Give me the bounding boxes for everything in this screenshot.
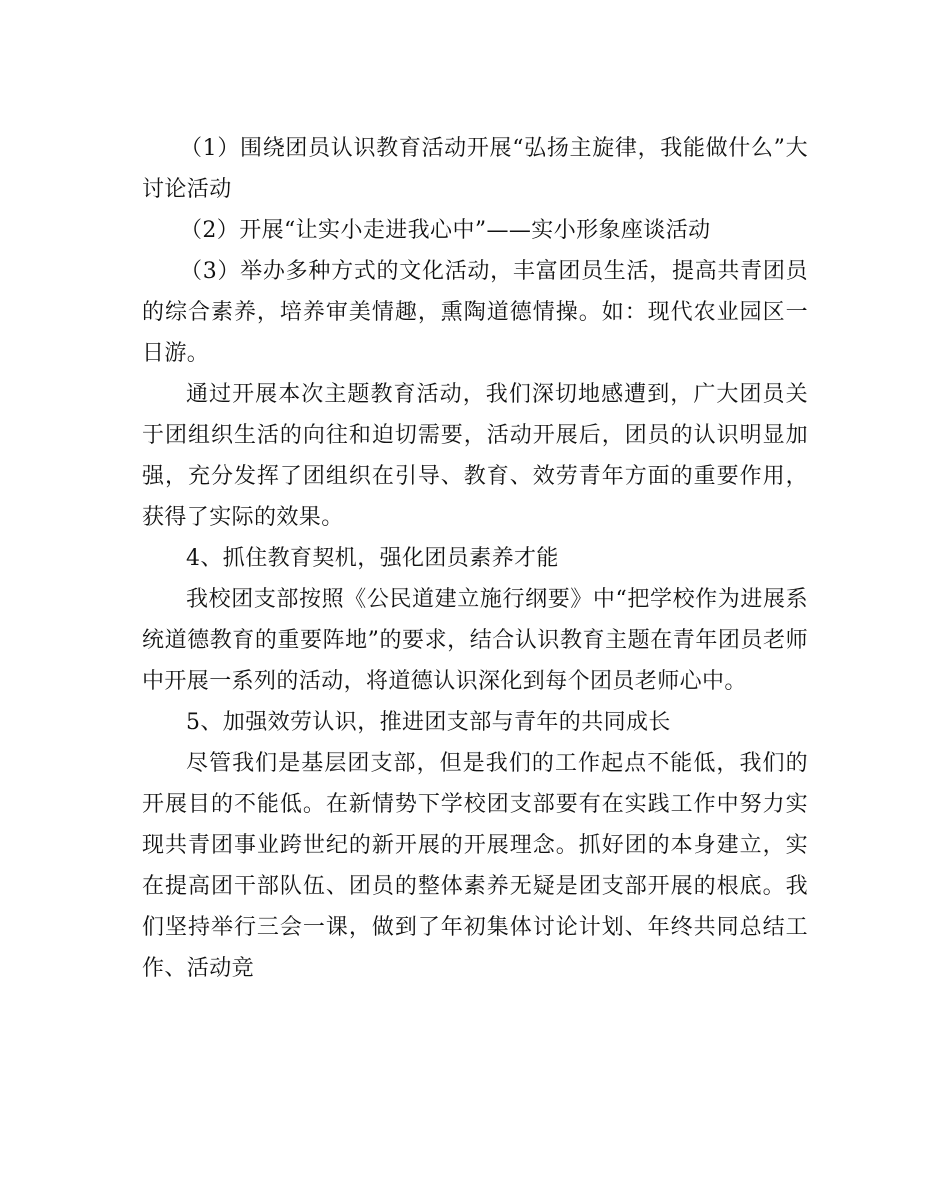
paragraph-item-2: （2）开展“让实小走进我心中”——实小形象座谈活动 — [180, 218, 711, 243]
section-heading-5: 5、加强效劳认识，推进团支部与青年的共同成长 — [186, 710, 671, 735]
paragraph-item-3: （3）举办多种方式的文化活动，丰富团员生活，提高共青团员的综合素养，培养审美情趣，熏陶道德情操。如：现代农业园区一日游。 — [142, 259, 808, 366]
paragraph-section-4: 我校团支部按照《公民道建立施行纲要》中“把学校作为进展系统道德教育的重要阵地”的要求，结合认识教育主题在青年团员老师中开展一系列的活动，将道德认识深化到每个团员老师心中。 — [142, 587, 808, 694]
section-heading-4: 4、抓住教育契机，强化团员素养才能 — [186, 546, 559, 571]
paragraph-item-1: （1）围绕团员认识教育活动开展“弘扬主旋律，我能做什么”大讨论活动 — [142, 136, 808, 202]
paragraph-section-5: 尽管我们是基层团支部，但是我们的工作起点不能低，我们的开展目的不能低。在新情势下学校团支部要有在实践工作中努力实现共青团事业跨世纪的新开展的开展理念。抓好团的本身建立，实在提高团干部队伍、团员的整体素养无疑是团支部开展的根底。我们坚持举行三会一课，做到了年初集体讨论计划、年终共同总结工作、活动竞 — [142, 751, 808, 981]
document-body — [142, 128, 808, 989]
paragraph-summary: 通过开展本次主题教育活动，我们深切地感遭到，广大团员关于团组织生活的向往和迫切需要，活动开展后，团员的认识明显加强，充分发挥了团组织在引导、教育、效劳青年方面的重要作用，获得了实际的效果。 — [142, 382, 808, 530]
